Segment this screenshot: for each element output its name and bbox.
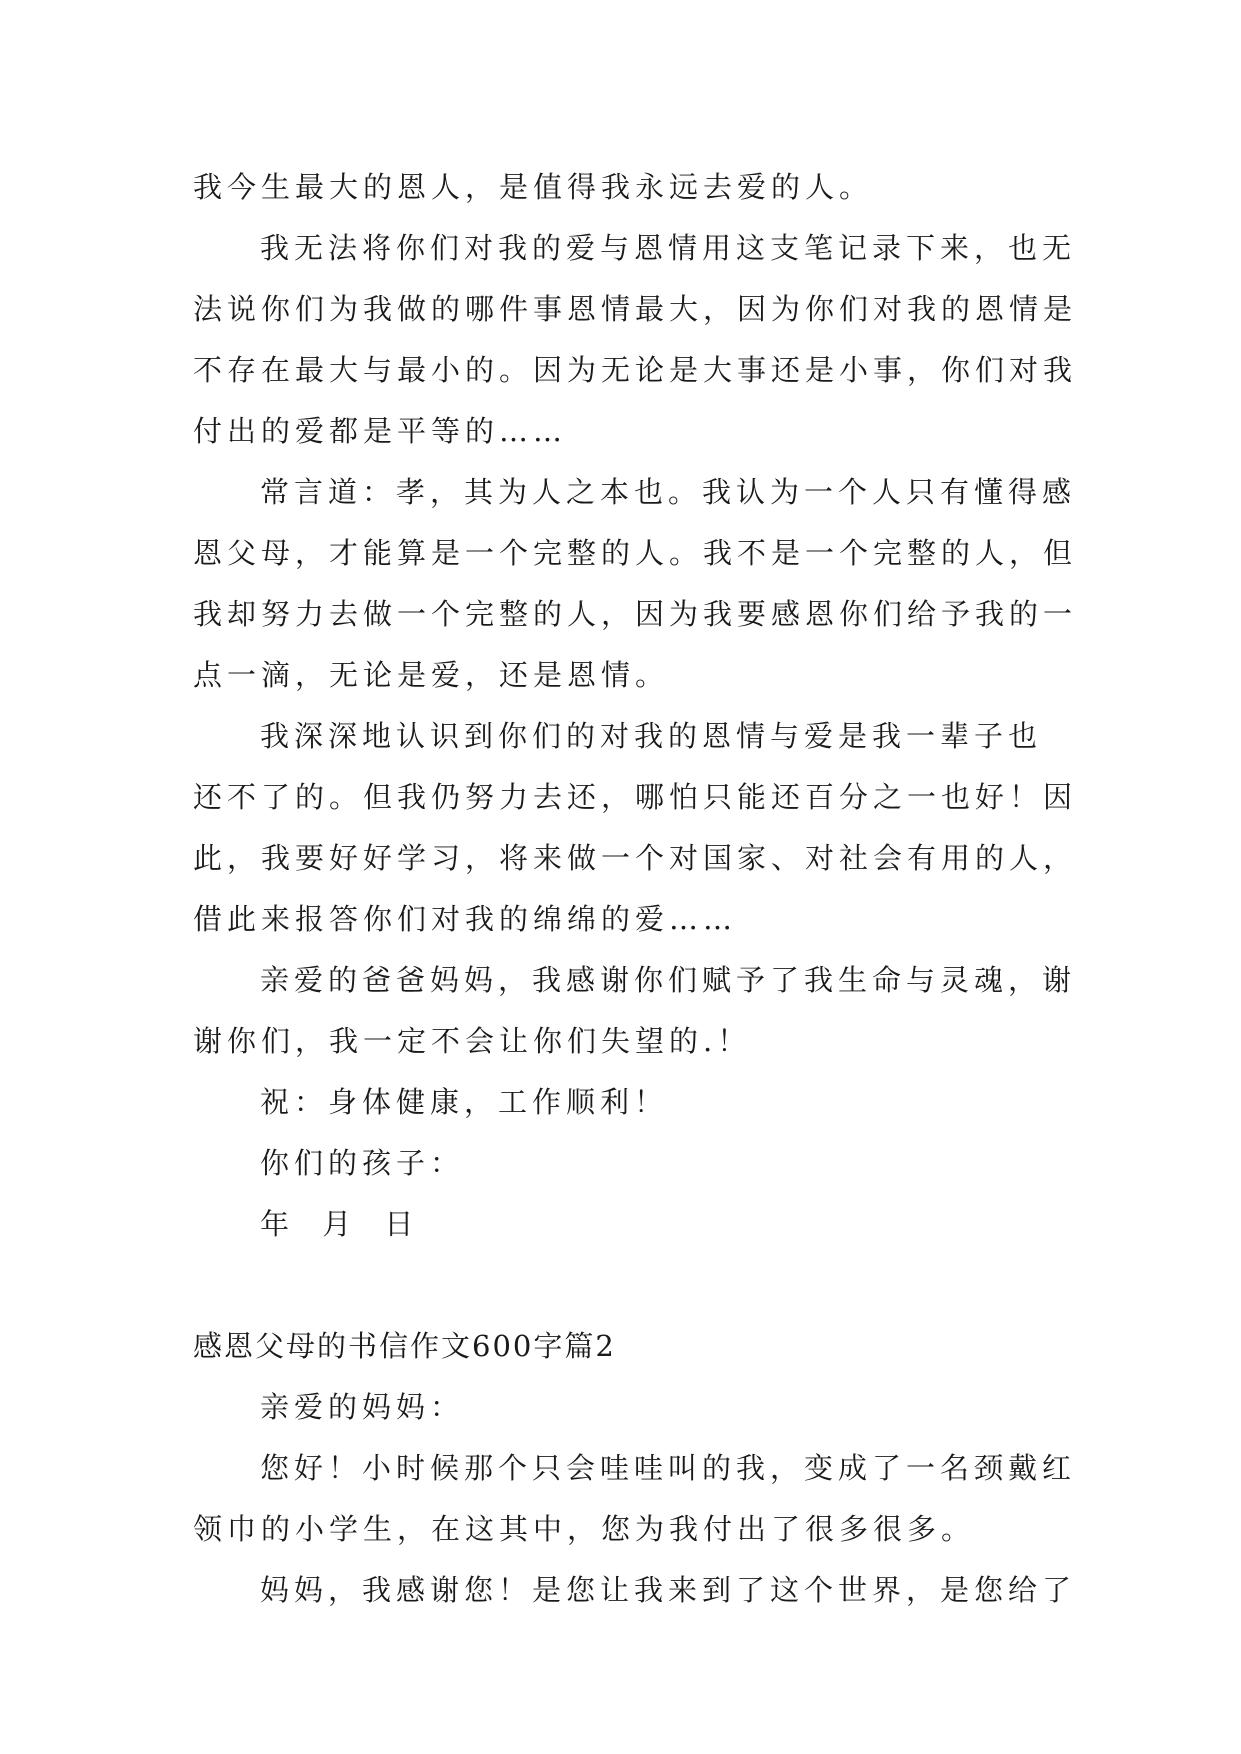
text-line: 法说你们为我做的哪件事恩情最大，因为你们对我的恩情是 [193, 292, 1078, 326]
text-line: 付出的爱都是平等的…… [193, 414, 568, 448]
section-gap [193, 1255, 1061, 1316]
text-line: 不存在最大与最小的。因为无论是大事还是小事，你们对我 [193, 353, 1078, 387]
signature-line: 你们的孩子： [260, 1146, 465, 1180]
text-line: 恩父母，才能算是一个完整的人。我不是一个完整的人，但 [193, 536, 1078, 570]
text-line: 借此来报答你们对我的绵绵的爱…… [193, 902, 738, 936]
paragraph-start: 您好！小时候那个只会哇哇叫的我，变成了一名颈戴红 [260, 1451, 1077, 1485]
paragraph-start: 我深深地认识到你们的对我的恩情与爱是我一辈子也 [260, 719, 1043, 753]
text-line: 领巾的小学生，在这其中，您为我付出了很多很多。 [193, 1512, 976, 1546]
text-line: 此，我要好好学习，将来做一个对国家、对社会有用的人， [193, 841, 1078, 875]
section-heading: 感恩父母的书信作文600字篇2 [193, 1329, 616, 1363]
date-line: 年 月 日 [260, 1207, 419, 1241]
paragraph-start: 亲爱的爸爸妈妈，我感谢你们赋予了我生命与灵魂，谢 [260, 963, 1077, 997]
paragraph-start: 常言道：孝，其为人之本也。我认为一个人只有懂得感 [260, 475, 1077, 509]
text-line: 我今生最大的恩人，是值得我永远去爱的人。 [193, 170, 874, 204]
salutation: 亲爱的妈妈： [260, 1390, 465, 1424]
text-line: 谢你们，我一定不会让你们失望的.！ [193, 1024, 752, 1058]
text-line: 还不了的。但我仍努力去还，哪怕只能还百分之一也好！因 [193, 780, 1078, 814]
text-line: 点一滴，无论是爱，还是恩情。 [193, 658, 670, 692]
paragraph-start: 我无法将你们对我的爱与恩情用这支笔记录下来，也无 [260, 231, 1077, 265]
text-line: 我却努力去做一个完整的人，因为我要感恩你们给予我的一 [193, 597, 1078, 631]
letter-body [193, 157, 1078, 1621]
closing-wish: 祝：身体健康，工作顺利！ [260, 1085, 669, 1119]
paragraph-start: 妈妈，我感谢您！是您让我来到了这个世界，是您给了 [260, 1573, 1077, 1607]
